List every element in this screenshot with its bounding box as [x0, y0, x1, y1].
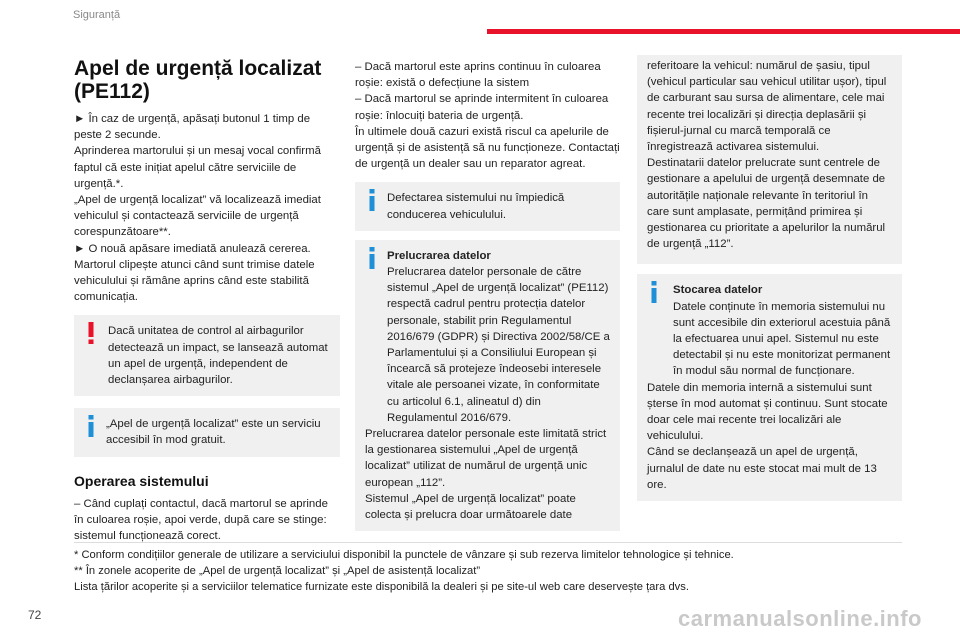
section-heading-operation: Operarea sistemului — [74, 472, 209, 489]
title-line-1: Apel de urgență localizat — [74, 57, 322, 80]
info-text-defect: Defectarea sistemului nu împiedică conducerea vehiculului. — [387, 192, 565, 221]
data-storage-p1: Datele conținute în memoria sistemului nu sunt accesibile din exteriorul acestuia până la efectuarea unui apel. Sistemul nu este detectabil și nu este monitorizat permanent în modul său normal de funcționare. — [673, 300, 891, 378]
data-storage-p3: Când se declanșează un apel de urgență, jurnalul de date nu este stocat mai mult de 13 ore. — [647, 446, 877, 491]
title-line-2: (PE112) — [74, 80, 150, 103]
footnote-2: ** În zonele acoperite de „Apel de urgență localizat” și „Apel de asistență localizat” — [74, 564, 481, 577]
header-accent-bar — [487, 29, 960, 34]
column-3 — [637, 55, 902, 501]
info-box-data-storage — [637, 274, 902, 501]
exclamation-icon — [86, 321, 96, 350]
page-title — [74, 57, 340, 103]
footnotes — [74, 548, 904, 595]
instruction-press-button: ► În caz de urgență, apăsați butonul 1 timp de peste 2 secunde. — [74, 113, 311, 142]
info-icon — [367, 188, 377, 217]
data-processing-continued — [637, 55, 902, 264]
data-processing-title: Prelucrarea datelor — [387, 249, 491, 262]
footnote-divider — [74, 542, 902, 543]
warning-text: Dacă unitatea de control al airbagurilor detectează un impact, se lansează automat un apel de urgență, independent de declanșarea airbagurilor. — [108, 325, 328, 387]
data-processing-p2: Prelucrarea datelor personale este limitată strict la gestionarea sistemului „Apel de urgență localizat” utilizat de numărul de urgență unic european „112”. — [365, 428, 607, 489]
paragraph-status-battery: – Dacă martorul se aprinde intermitent în culoarea roșie: înlocuiți bateria de urgență. — [355, 93, 609, 122]
watermark: carmanualsonline.info — [678, 606, 922, 631]
warning-box-airbag — [74, 315, 340, 396]
info-box-data-processing — [355, 240, 620, 531]
paragraph-status-ok: – Când cuplați contactul, dacă martorul se aprinde în culoarea roșie, apoi verde, după care se stinge: sistemul funcționează corect. — [74, 497, 328, 543]
paragraph-indicator: Martorul clipește atunci când sunt trimise datele vehiculului și rămâne aprins când este stabilită comunicația. — [74, 258, 315, 304]
footnote-1: * Conform condițiilor generale de utilizare a serviciului disponibil la punctele de vânzare și sub rezerva limitelor tehnologice și tehnice. — [74, 549, 734, 561]
data-processing-p5: Destinatarii datelor prelucrate sunt centrele de gestionare a apelului de urgență desemnate de autoritățile naționale relevante în teritoriul în care sunt amplasate, permițând primirea și gestionarea cu prioritate a apelurilor la numărul de urgență „112”. — [647, 157, 886, 251]
paragraph-contact-dealer: În ultimele două cazuri există riscul ca apelurile de urgență și de asistență să nu funcționeze. Contactați de urgență un dealer sau un reparator agreat. — [355, 125, 620, 171]
paragraph-confirmation: Aprinderea martorului și un mesaj vocal confirmă faptul că este inițiat apelul către serviciile de urgență.*. — [74, 145, 321, 190]
section-label: Siguranță — [73, 9, 121, 21]
info-icon — [649, 280, 659, 309]
data-storage-p2: Datele din memoria internă a sistemului sunt șterse în mod automat și continuu. Sunt stocate doar cele mai recente trei localizări ale vehiculului. — [647, 381, 888, 443]
page-number: 72 — [28, 608, 42, 622]
data-processing-p1: Prelucrarea datelor personale de către sistemul „Apel de urgență localizat” (PE112) respectă cadrul pentru protecția datelor personale, stabilit prin Regulamentul 2016/679 (GDPR) și Directiva 2002/58/CE a Parlamentului și a Consiliului European și încearcă să protejeze îndeosebi interesele vitale ale persoanei vizate, în conformitate cu articolul 6.1, alineatul d) din Regulamentul 2016/679. — [387, 266, 610, 424]
data-storage-title: Stocarea datelor — [673, 284, 763, 297]
instruction-cancel: ► O nouă apăsare imediată anulează cererea. — [74, 242, 311, 255]
paragraph-localization: „Apel de urgență localizat” vă localizează imediat vehiculul și contactează serviciile de urgență corespunzătoare**. — [74, 194, 321, 239]
data-processing-p4: referitoare la vehicul: numărul de șasiu, tipul (vehicul particular sau vehicul utilitar ușor), tipul de carburant sau sursa de alimentare, cele mai recente trei localizări și direcția deplasării și fișierul-jurnal cu marcă temporală ce înregistrează activarea sistemului. — [647, 60, 887, 154]
info-icon — [367, 246, 377, 275]
paragraph-status-fault: – Dacă martorul este aprins continuu în culoarea roșie: există o defecțiune la sistem — [355, 61, 601, 90]
column-1 — [74, 57, 340, 544]
data-processing-p3: Sistemul „Apel de urgență localizat” poate colecta și prelucra doar următoarele date — [365, 492, 576, 522]
info-icon — [86, 414, 96, 443]
column-2 — [355, 59, 620, 531]
info-box-defect — [355, 182, 620, 230]
footnote-3: Lista țărilor acoperite și a serviciilor telematice furnizate este disponibilă la dealeri și pe site-ul web care deservește țara dvs. — [74, 580, 689, 593]
info-box-free-service — [74, 408, 340, 456]
info-text-free: „Apel de urgență localizat” este un serviciu accesibil în mod gratuit. — [106, 418, 321, 447]
